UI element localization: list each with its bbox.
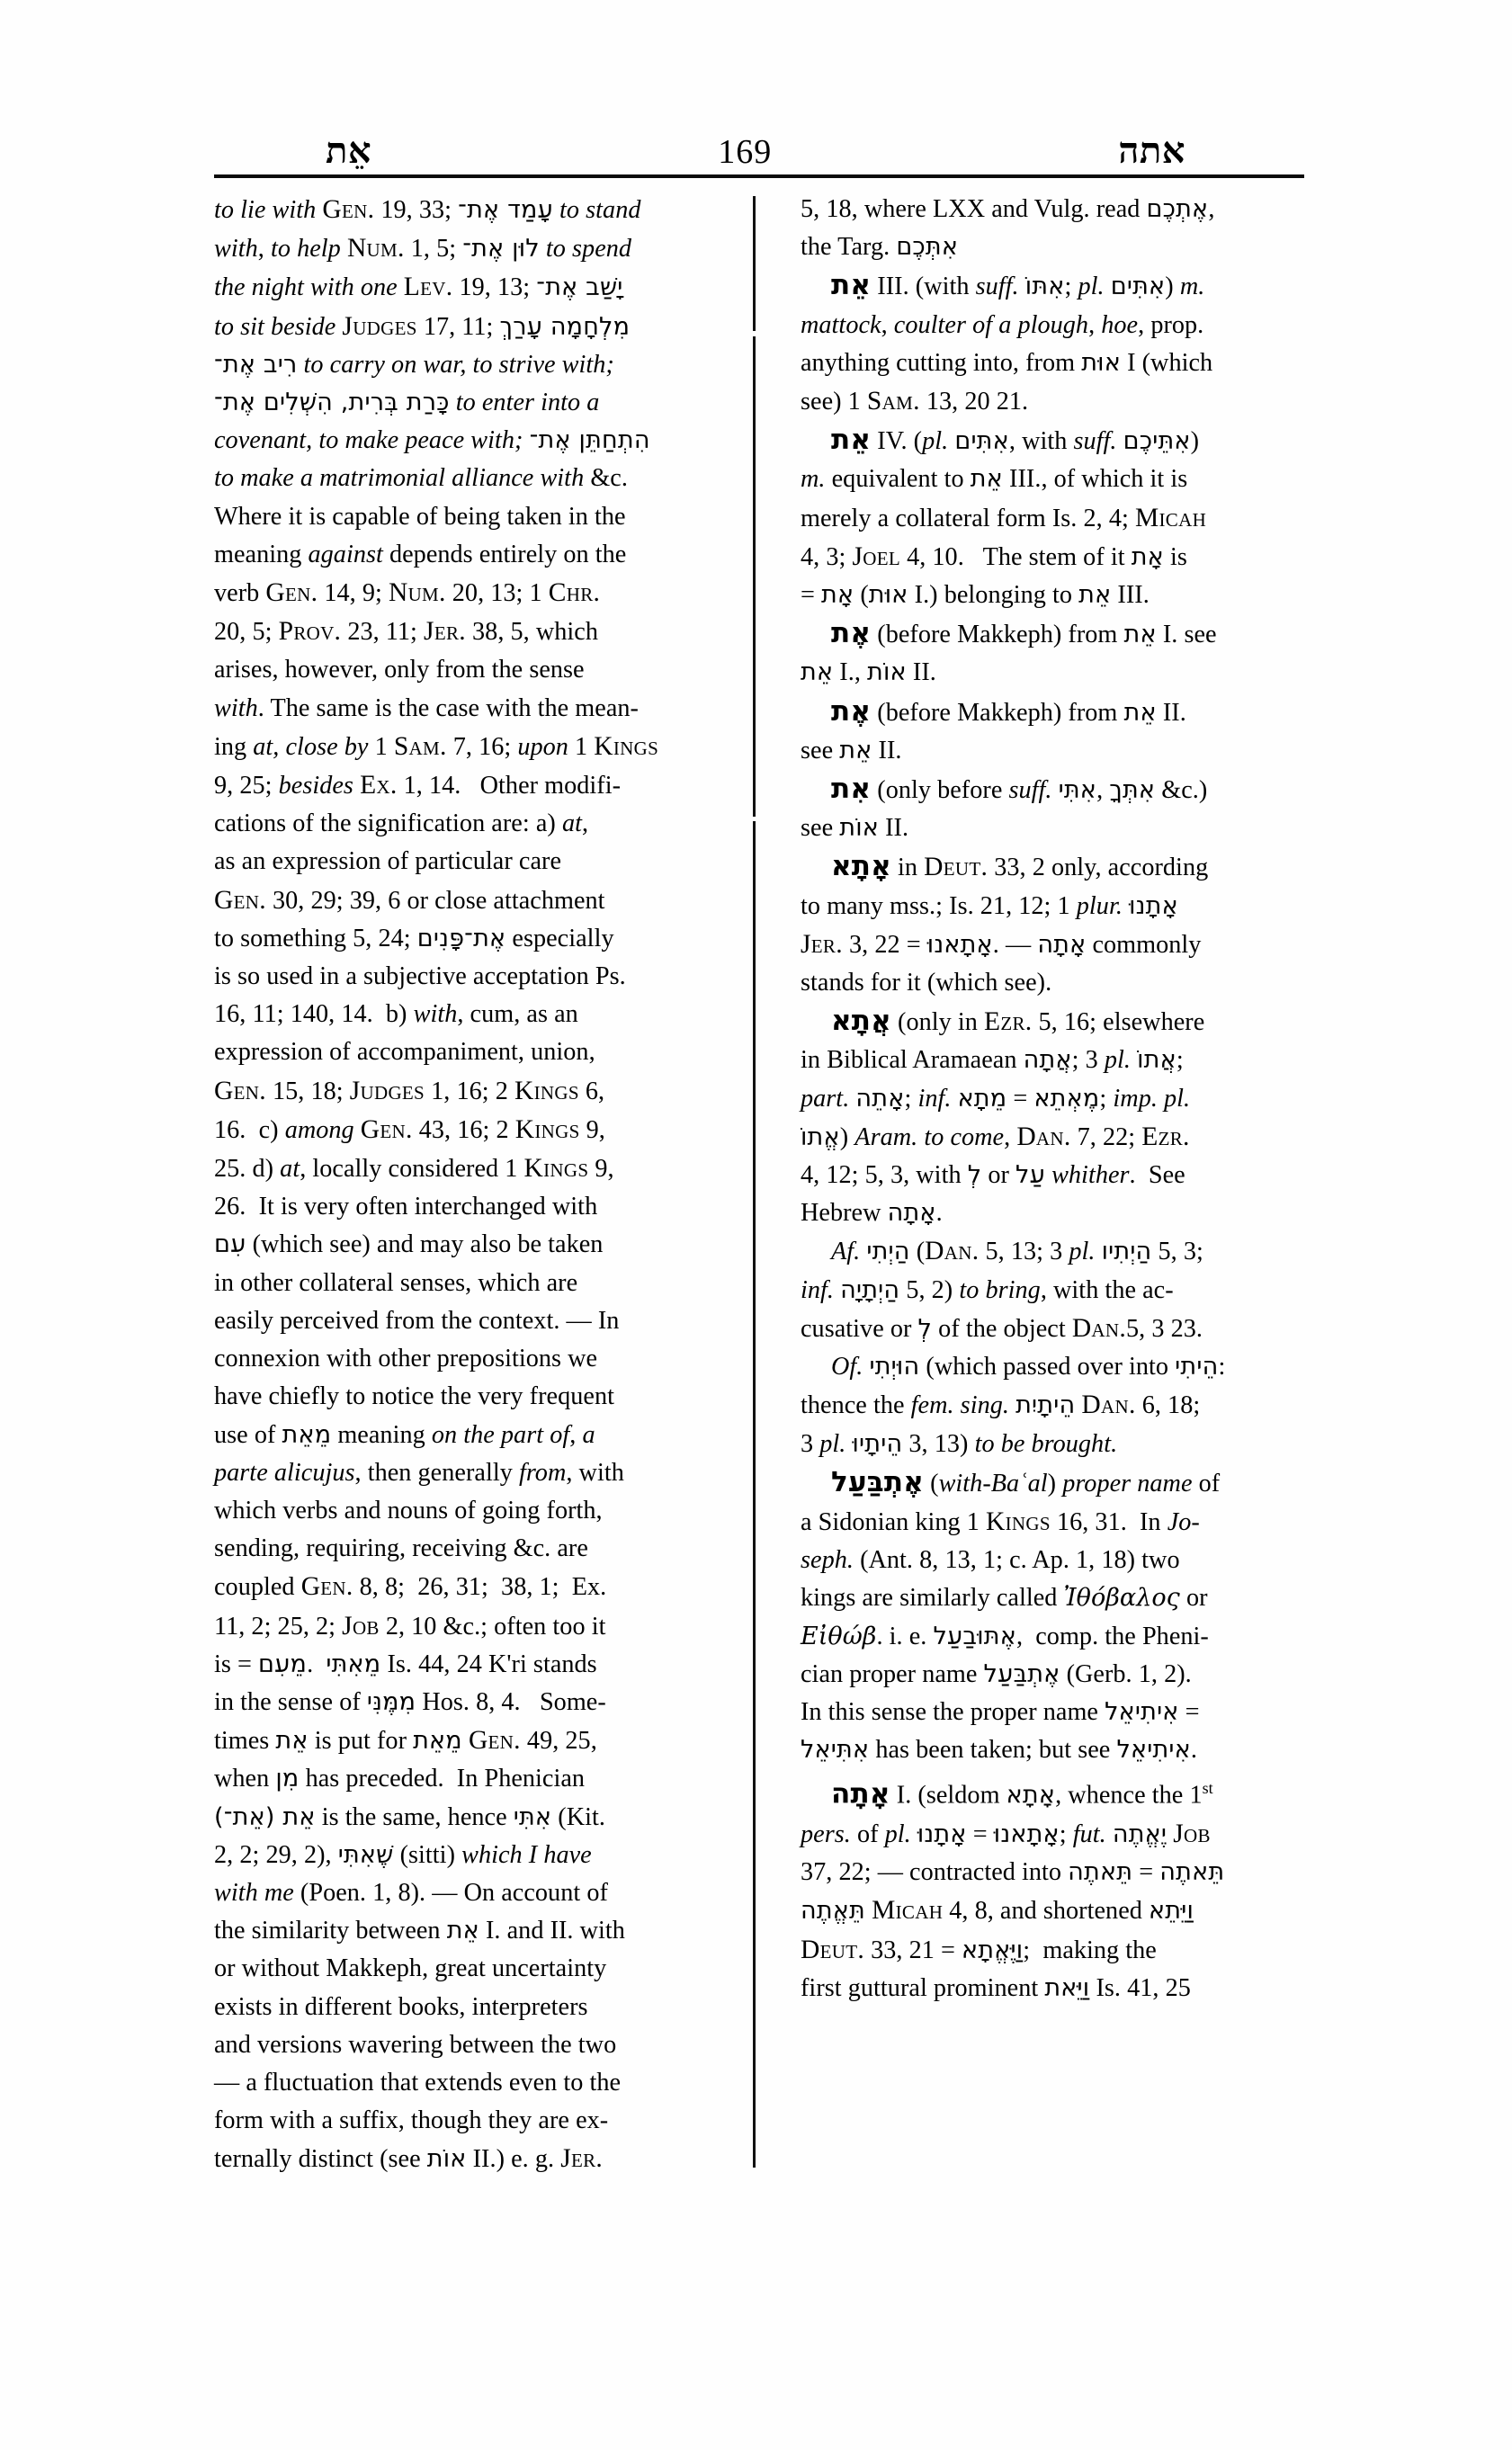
text-line: parte alicujus, then generally from, with (214, 1458, 624, 1487)
text-line: — a fluctuation that extends even to the (214, 2068, 622, 2097)
text-line: Deut. 33, 21 = וַיֶּאֱתָא; making the (801, 1935, 1157, 1964)
text-line: times אֵת is put for מֵאֵת Gen. 49, 25, (214, 1726, 597, 1756)
text-line: Of. הוּיְתִי (which passed over into הֵיתִי: (831, 1353, 1226, 1381)
text-line: cations of the signification are: a) at, (214, 809, 589, 838)
text-line: in the sense of מִמֶּנִּי Hos. 8, 4. Some- (214, 1687, 606, 1716)
page-number: 169 (718, 133, 773, 171)
right-column (801, 191, 1304, 2259)
text-line: is = מֵעִם. מֵאִתִּי Is. 44, 24 K'ri stands (214, 1650, 597, 1678)
text-line: the similarity between אֵת I. and II. with (214, 1917, 625, 1945)
text-line: and versions wavering between the two (214, 2030, 617, 2059)
running-head-left-hebrew: אֵת (326, 130, 372, 171)
entry-et-4: אֵת IV. (pl. אִתִּים, with suff. אִתֵּיכֶם) (831, 424, 1200, 457)
entry-et-3: אֵת III. (with suff. אִתּוֹ; pl. אִתִּים) m. (831, 269, 1205, 302)
text-line: 3 pl. הֵיתָיוּ 3, 13) to be brought. (801, 1429, 1118, 1458)
running-head (214, 106, 1302, 169)
text-line: In this sense the proper name אִיתִיאֵל = (801, 1697, 1200, 1726)
text-line: Af. הַיְתִי (Dan. 5, 13; 3 pl. הַיְתִיו 5, 3; (831, 1237, 1203, 1266)
text-line: כָּרַת בְּרִית, הִשְׁלִים אֶת־ to enter into a (214, 389, 600, 417)
text-line: first guttural prominent וַיֵּאת Is. 41, 25 (801, 1973, 1191, 2002)
text-line: have chiefly to notice the very frequent (214, 1382, 614, 1411)
entry-it: אִת (only before suff. אִתִּי, אִתְּךָ &c.) (831, 773, 1208, 806)
text-line: coupled Gen. 8, 8; 26, 31; 38, 1; Ex. (214, 1572, 607, 1602)
text-line: meaning against depends entirely on the (214, 540, 627, 568)
text-line: Hebrew אָתָה. (801, 1199, 943, 1228)
text-line: merely a collateral form Is. 2, 4; Micah (801, 503, 1207, 532)
text-line: see) 1 Sam. 13, 20 21. (801, 387, 1029, 416)
text-line: kings are similarly called Ἰθόβαλος or (801, 1584, 1208, 1613)
text-line: 26. It is very often interchanged with (214, 1193, 598, 1221)
text-line: connexion with other prepositions we (214, 1345, 598, 1373)
text-line: a Sidonian king 1 Kings 16, 31. In Jo- (801, 1507, 1200, 1536)
text-line: as an expression of particular care (214, 847, 562, 876)
text-line: m. equivalent to אֵת III., of which it is (801, 465, 1188, 494)
text-line: 4, 12; 5, 3, with לְ or עַל whither. See (801, 1161, 1185, 1190)
text-line: arises, however, only from the sense (214, 656, 585, 684)
text-line: 11, 2; 25, 2; Job 2, 10 &c.; often too it (214, 1611, 606, 1641)
text-line: 25. d) at, locally considered 1 Kings 9, (214, 1154, 614, 1184)
text-line: עִם (which see) and may also be taken (214, 1230, 604, 1259)
text-line: see אוֹת II. (801, 814, 909, 843)
text-line: Εἰθώβ. i. e. אֶתּוּבַעַל, comp. the Pheni- (801, 1622, 1209, 1650)
text-line: easily perceived from the context. — In (214, 1306, 620, 1335)
header-rule-icon (214, 174, 1304, 178)
text-line: אִתִּיאֵל has been taken; but see אִיתִיאֵל. (801, 1736, 1198, 1765)
text-line: Gen. 15, 18; Judges 1, 16; 2 Kings 6, (214, 1076, 605, 1105)
text-line: אֱתוֹ) Aram. to come, Dan. 7, 22; Ezr. (801, 1122, 1190, 1151)
text-line: in Biblical Aramaean אֲתָה; 3 pl. אֲתוֹ; (801, 1046, 1184, 1075)
text-line: or without Makkeph, great uncertainty (214, 1954, 607, 1983)
entry-ethbaal: אֶתְבַּעַל (with-Baʿal) proper name of (831, 1465, 1221, 1498)
text-line: form with a suffix, though they are ex- (214, 2106, 609, 2135)
text-line: 5, 18, where LXX and Vulg. read אֶתְכֶם, (801, 195, 1215, 223)
entry-athah-1: אָתָה I. (seldom אָתָא, whence the 1st (831, 1777, 1213, 1811)
entry-atha-2: אֲתָא (only in Ezr. 5, 16; elsewhere (831, 1005, 1205, 1038)
text-line: covenant, to make peace with; הִתְחַתֵּן אֶת־ (214, 426, 650, 455)
text-line: in other collateral senses, which are (214, 1268, 578, 1297)
text-line: when מִן has preceded. In Phenician (214, 1765, 586, 1793)
text-line: to many mss.; Is. 21, 12; 1 plur. אָתָנוּ (801, 891, 1178, 920)
text-line: to make a matrimonial alliance with &c. (214, 464, 628, 493)
entry-eth-makkeph-2: אֶת (before Makkeph) from אֵת II. (831, 694, 1186, 728)
text-line: to sit beside Judges 17, 11; מִלְחָמָה עָרַךְ (214, 311, 631, 341)
running-head-right-hebrew: אתה (1118, 130, 1185, 171)
text-line: 4, 3; Joel 4, 10. The stem of it אָת is (801, 541, 1187, 571)
text-line: ing at, close by 1 Sam. 7, 16; upon 1 Kings (214, 731, 659, 761)
text-line: exists in different books, interpreters (214, 1992, 588, 2021)
text-line: אֵת (אֵת־) is the same, hence אִתִּי (Kit. (214, 1802, 605, 1831)
text-line: = אָת (אוּת I.) belonging to אֵת III. (801, 581, 1150, 610)
text-line: cusative or לְ of the object Dan.5, 3 23. (801, 1313, 1203, 1343)
text-line: part. אָתֵה; inf. מֵתָא = מֶאְתֵא; imp. pl. (801, 1084, 1191, 1113)
text-line: אֵת I., אוֹת II. (801, 658, 936, 687)
text-line: inf. הַיְתָיָה 5, 2) to bring, with the ac- (801, 1275, 1174, 1304)
text-line: to lie with Gen. 19, 33; עָמַד אֶת־ to stand (214, 195, 641, 224)
text-line: 16, 11; 140, 14. b) with, cum, as an (214, 1000, 578, 1029)
text-line: רִיב אֶת־ to carry on war, to strive with; (214, 350, 614, 379)
text-line: 20, 5; Prov. 23, 11; Jer. 38, 5, which (214, 617, 598, 647)
text-line: thence the fem. sing. הֵיתָיִת Dan. 6, 18; (801, 1390, 1201, 1420)
text-line: 9, 25; besides Ex. 1, 14. Other modifi- (214, 771, 622, 800)
text-line: which verbs and nouns of going forth, (214, 1496, 603, 1525)
text-line: is so used in a subjective acceptation Ps. (214, 962, 626, 991)
text-line: the night with one Lev. 19, 13; יָשַׁב אֶת־ (214, 273, 623, 302)
entry-atha-1: אָתָא in Deut. 33, 2 only, according (831, 850, 1209, 883)
text-line: תֵּאֱתֶה Micah 4, 8, and shortened וַיֵּתֵא (801, 1896, 1194, 1926)
text-line: 16. c) among Gen. 43, 16; 2 Kings 9, (214, 1114, 605, 1144)
text-line: the Targ. אִתְּכֶם (801, 233, 959, 262)
text-line: expression of accompaniment, union, (214, 1038, 595, 1067)
text-line: with me (Poen. 1, 8). — On account of (214, 1878, 608, 1907)
entry-eth-makkeph-1: אֶת (before Makkeph) from אֵת I. see (831, 617, 1217, 650)
text-line: 37, 22; — contracted into תֵּאתֶה = תֵּאתֶה (801, 1858, 1225, 1887)
text-line: Jer. 3, 22 = אָתָאנוּ. — אָתָה commonly (801, 929, 1202, 959)
text-line: mattock, coulter of a plough, hoe, prop. (801, 310, 1204, 339)
text-line: with, to help Num. 1, 5; לוּן אֶת־ to spend (214, 234, 632, 264)
text-line: verb Gen. 14, 9; Num. 20, 13; 1 Chr. (214, 578, 601, 608)
text-line: sending, requiring, receiving &c. are (214, 1534, 588, 1563)
text-line: to something 5, 24; אֶת־פָּנִים especially (214, 924, 614, 952)
text-line: Where it is capable of being taken in the (214, 502, 626, 531)
text-line: see אֵת II. (801, 736, 902, 765)
text-line: pers. of pl. אָתָנוּ = אָתָאנוּ; fut. יֶאֱתֶה Job (801, 1819, 1211, 1848)
text-line: 2, 2; 29, 2), שֶׁאִתִּי (sitti) which I have (214, 1840, 592, 1869)
text-line: cian proper name אֶתְבַּעַל (Gerb. 1, 2). (801, 1659, 1192, 1688)
text-line: Gen. 30, 29; 39, 6 or close attachment (214, 885, 605, 915)
text-line: stands for it (which see). (801, 969, 1052, 997)
text-line: ternally distinct (see אוֹת II.) e. g. Jer. (214, 2144, 604, 2174)
text-line: with. The same is the case with the mean- (214, 693, 639, 722)
text-line: anything cutting into, from אוּת I (which (801, 348, 1213, 377)
text-line: seph. (Ant. 8, 13, 1; c. Ap. 1, 18) two (801, 1546, 1180, 1575)
left-column (214, 191, 718, 2259)
text-line: use of מֵאֵת meaning on the part of, a (214, 1420, 595, 1449)
two-column-body (214, 191, 1304, 2259)
